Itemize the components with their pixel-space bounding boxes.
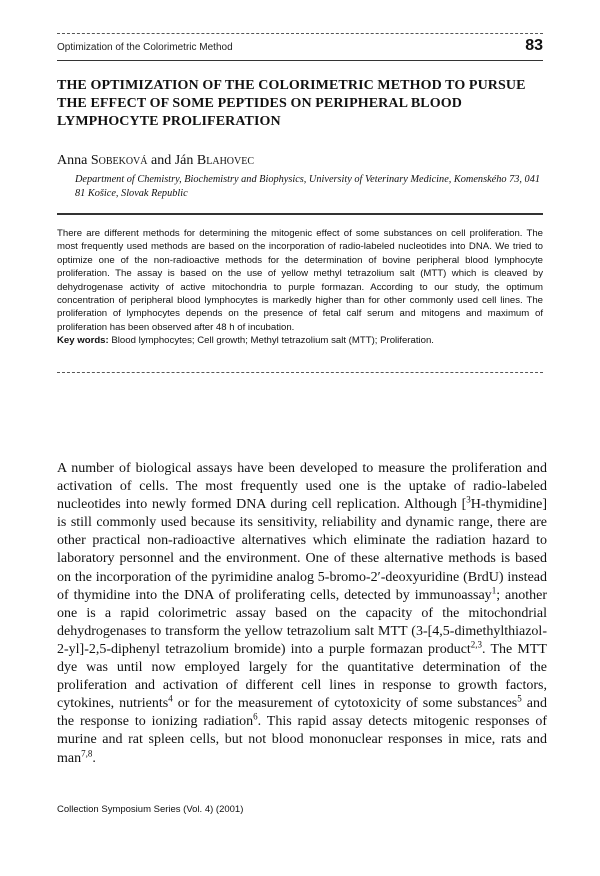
author-2-last-name: Blahovec: [196, 153, 255, 168]
author-1-last-name: Sobeková: [90, 153, 148, 168]
abstract-text: There are different methods for determining the mitogenic effect of some substances on cell proliferation. The most frequently used methods are based on the incorporation of radio-labeled nucleotides into DNA. We tried to optimize one of the non-radioactive methods for the determination of bovine peripheral blood lymphocyte proliferation. The assay is based on the use of yellow methyl tetrazolium salt (MTT) which is cleaved by dehydrogenase activity of active mitochondria to purple formazan. According to our study, the optimum concentration of peripheral blood lymphocytes is markedly higher than for other commonly used cell lines. The proliferation of lymphocytes depends on the presence of fetal calf serum and mitogens and maximum of proliferation has been observed after 48 h of incubation.: [57, 228, 543, 333]
reference-superscript: 7,8: [81, 747, 93, 758]
abstract-top-rule: [57, 213, 543, 215]
abstract-bottom-rule: [57, 372, 543, 373]
reference-superscript: 6: [253, 711, 258, 722]
page-number: 83: [525, 37, 543, 54]
reference-superscript: 5: [517, 693, 522, 704]
isotope-superscript: 3: [466, 494, 471, 505]
keywords-text: Blood lymphocytes; Cell growth; Methyl tetrazolium salt (MTT); Proliferation.: [111, 335, 434, 347]
author-1-first-name: Anna: [57, 153, 88, 168]
header-bottom-rule: [57, 60, 543, 61]
reference-superscript: 2,3: [470, 639, 483, 650]
author-2-first-name: Ján: [174, 153, 194, 168]
author-line: [57, 153, 254, 169]
header-top-rule: [57, 33, 543, 34]
intro-paragraph: A number of biological assays have been developed to measure the proliferation and activation of cells. The most frequently used one is the uptake of radio-labeled nucleotides into newly formed DNA during cell replication. Although [$^3$H-thymidine] is still commonly used because its sensitivity, reliability and dynamic range, there are other practical non-radioactive alternatives which eliminate the radiation hazard to laboratory personnel and the environment. One of these alternative methods is based on the incorporation of the pyrimidine analog 5-bromo-2′-deoxyuridine (BrdU) instead of thymidine into the DNA of proliferating cells, detected by immunoassay$^1$; another one is a rapid colorimetric assay based on the capacity of the mitochondrial dehydrogenases to transform the yellow tetrazolium salt MTT (3-[4,5-dimethylthiazol-2-yl]-2,5-diphenyl tetrazolium bromide) into a purple formazan product$^{2,3}$. The MTT dye was until now employed largely for the quantitative determination of the proliferation and activation of different cell lines in response to growth factors, cytokines, nutrients$^4$ or for the measurement of cytotoxicity of some substances$^5$ and the response to ionizing radiation$^6$. This rapid assay detects mitogenic responses of murine and rat spleen cells, but not blood mononuclear responses in mice, rats and man$^{7,8}$.: [57, 461, 548, 766]
reference-superscript: 4: [168, 693, 173, 704]
author-conjunction: and: [151, 153, 172, 168]
reference-superscript: 1: [491, 585, 497, 595]
affiliation: Department of Chemistry, Biochemistry and Biophysics, University of Veterinary Medicine, Komenského 73, 041 81 Košice, Slovak Republic: [75, 174, 540, 199]
keywords: [57, 334, 543, 347]
body-text: [57, 460, 547, 768]
running-title: Optimization of the Colorimetric Method: [57, 42, 233, 53]
article-title: THE OPTIMIZATION OF THE COLORIMETRIC METHOD TO PURSUE THE EFFECT OF SOME PEPTIDES ON PERIPHERAL BLOOD LYMPHOCYTE PROLIFERATION: [57, 78, 526, 129]
abstract: [57, 227, 543, 348]
footer-series: Collection Symposium Series (Vol. 4) (2001): [57, 804, 244, 815]
keywords-label: Key words:: [57, 335, 109, 347]
